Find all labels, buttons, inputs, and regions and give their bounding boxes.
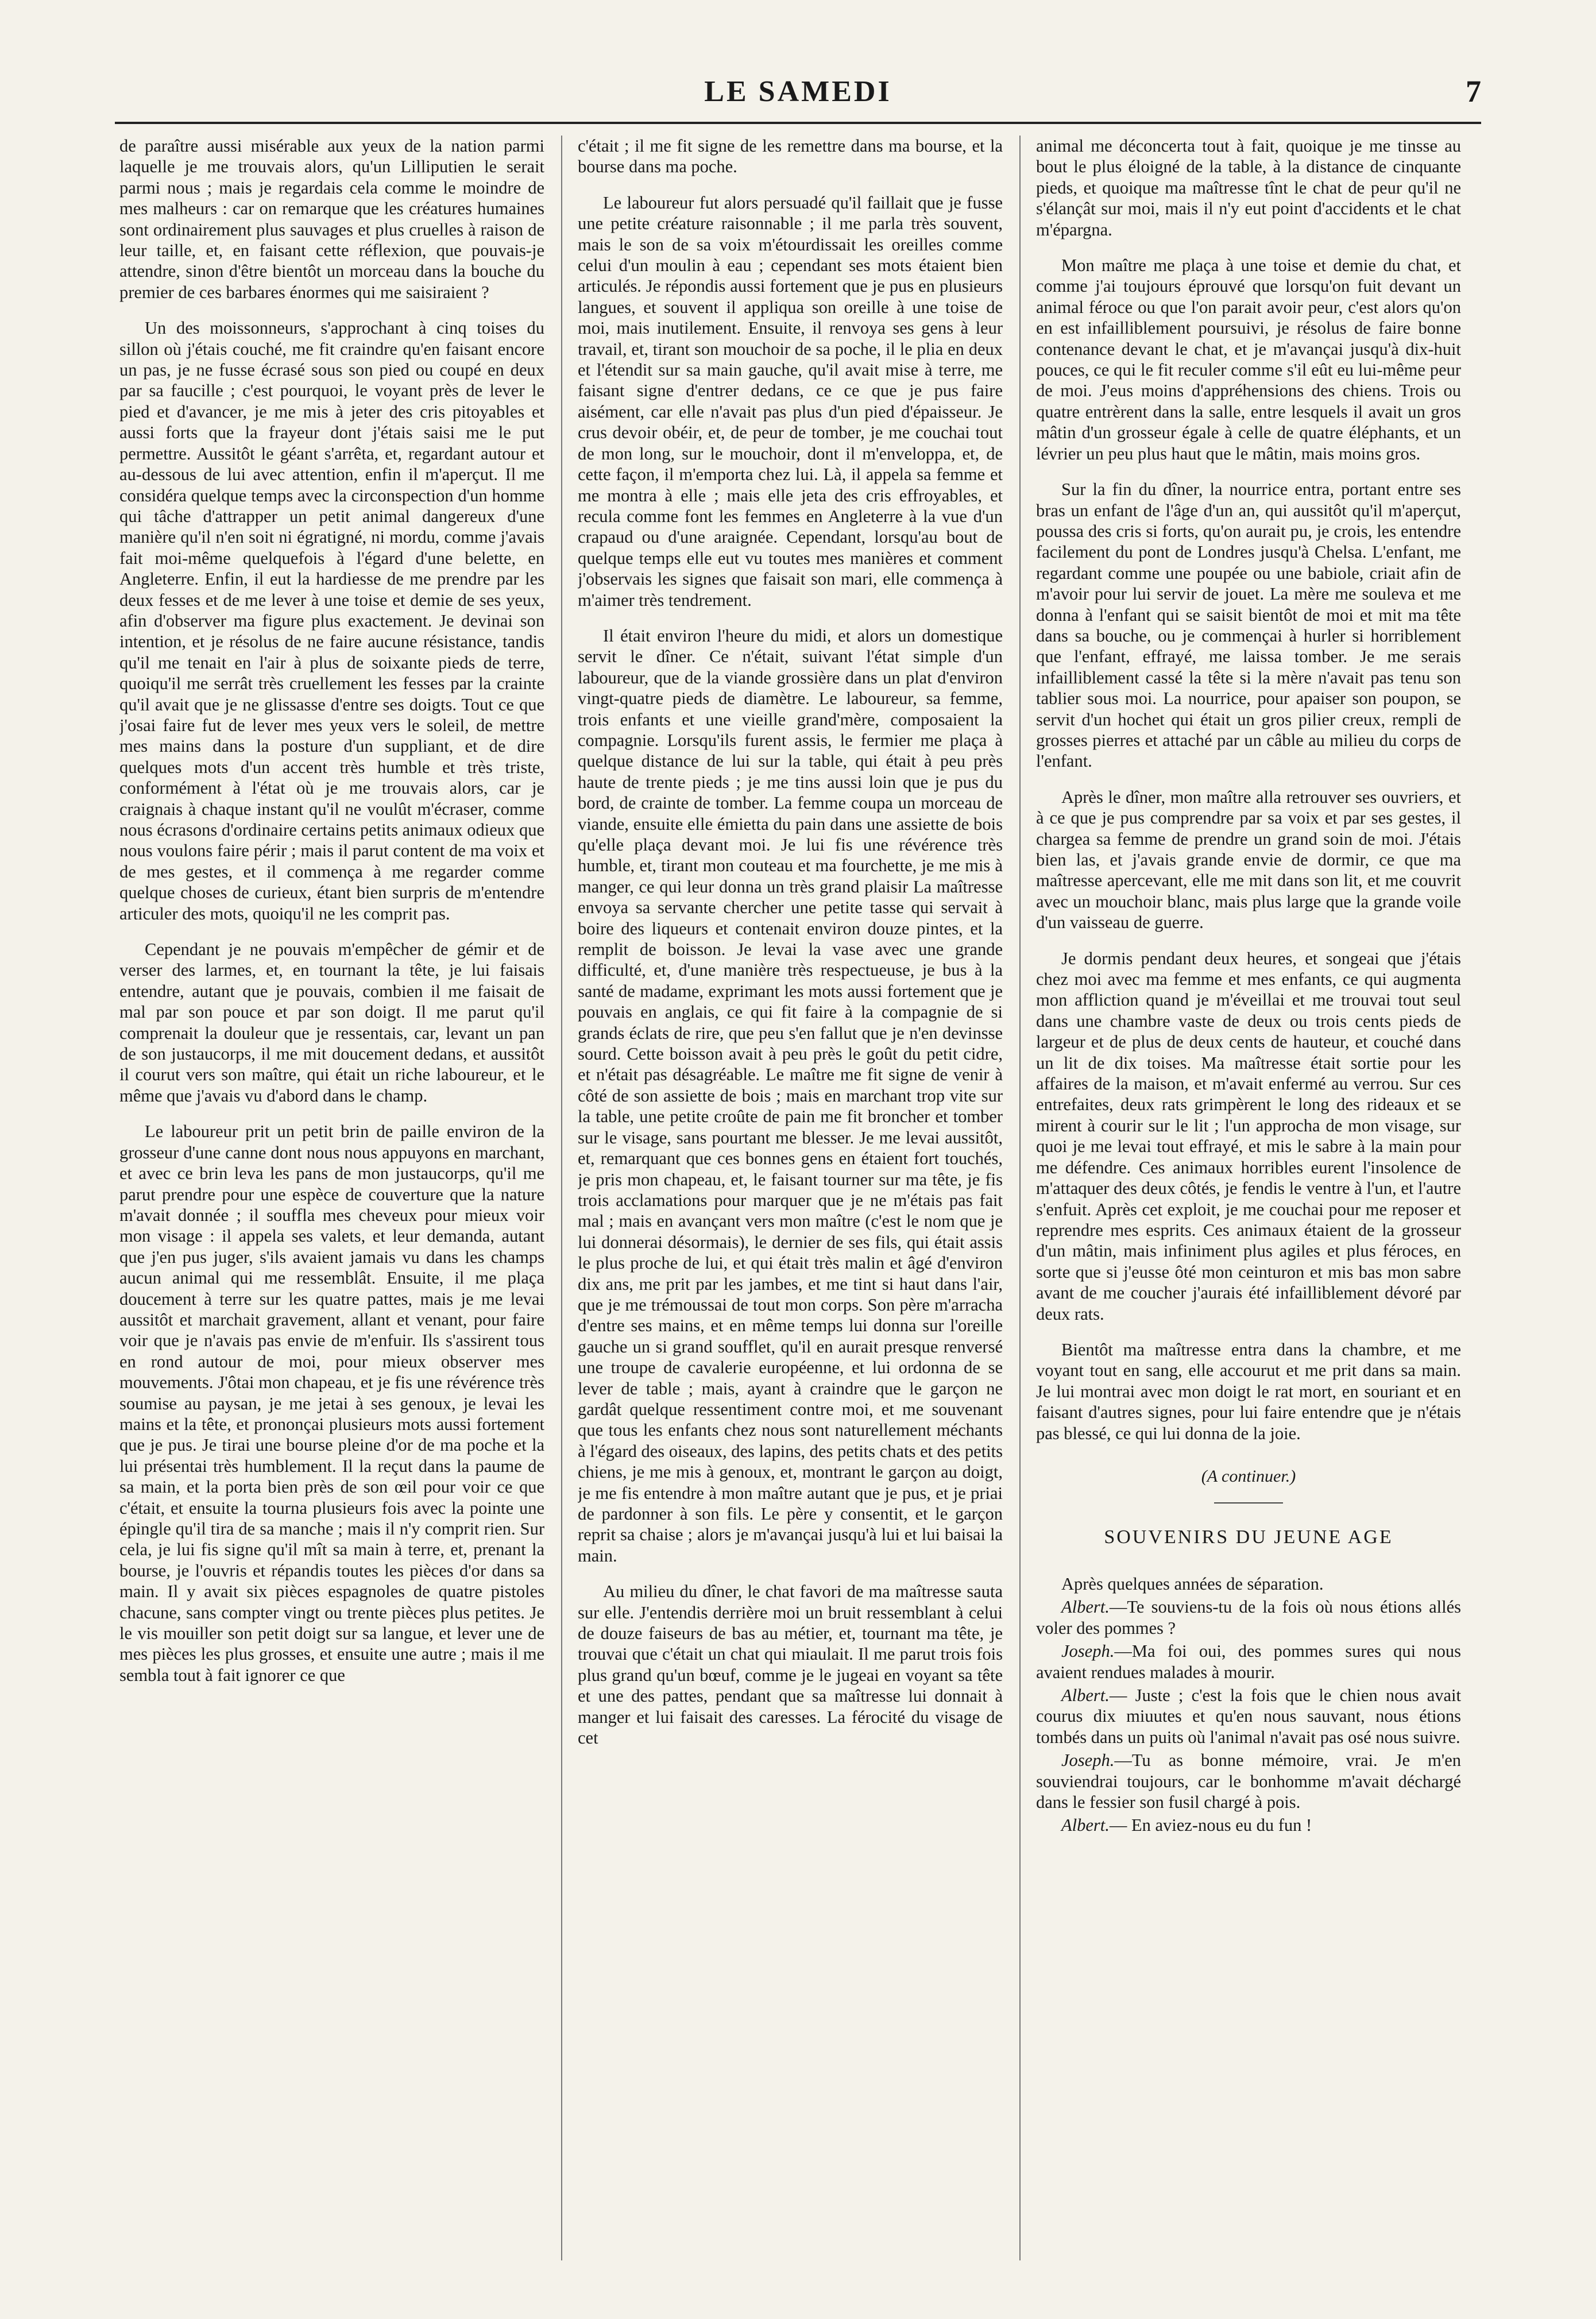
to-be-continued: (A continuer.) (1201, 1466, 1296, 1486)
column-3 (1036, 136, 1461, 2260)
dialogue-text: —Ma foi oui, des pommes sures qui nous avaient rendues malades à mourir. (1036, 1641, 1461, 1682)
dialogue-line (1036, 1750, 1461, 1812)
page-header (115, 68, 1481, 119)
section-intro: Après quelques années de séparation. (1061, 1574, 1324, 1594)
section-divider (1214, 1502, 1283, 1504)
paragraph: Au milieu du dîner, le chat favori de ma maîtresse sauta sur elle. J'entendis derrière moi un bruit ressemblant à celui de douze faiseurs de bas au métier, et, tournant ma tête, je trouvai que c'était un chat qui miaulait. Il me parut trois fois plus grand qu'un bœuf, comme je le jugeai en voyant sa tête et une des pattes, pendant que sa maîtresse lui donnait à manger et lui faisait des caresses. La férocité du visage de cet (578, 1582, 1003, 1748)
speaker: Joseph. (1061, 1750, 1115, 1771)
dialogue-line (1036, 1685, 1461, 1748)
journal-title: LE SAMEDI (704, 75, 892, 108)
dialogue-line (1036, 1597, 1461, 1638)
paragraph: Sur la fin du dîner, la nourrice entra, portant entre ses bras un enfant de l'âge d'un an, qui aussitôt qu'il m'aperçut, poussa des cris si forts, qu'on aurait pu, je crois, les entendre facilement du pont de Londres jusqu'à Chelsa. L'enfant, me regardant comme une poupée ou une babiole, criait afin de m'avoir pour lui servir de jouet. La mère me souleva et me donna à l'enfant qui se saisit bientôt de moi et mit ma tête dans sa bouche, ou je commençai à hurler si horriblement que l'enfant, effrayé, me laissa tomber. Je me serais infailliblement cassé la tête si la mère n'avait pas tenu son tablier sous moi. La nourrice, pour apaiser son poupon, se servit d'un hochet qui était un gros pilier creux, rempli de grosses pierres et attaché par un câble au milieu du corps de l'enfant. (1036, 480, 1461, 771)
paragraph: Le laboureur fut alors persuadé qu'il faillait que je fusse une petite créature raisonnable ; il me parla très souvent, mais le son de sa voix m'étourdissait les oreilles comme celui d'un moulin à eau ; cependant ses mots étaient bien articulés. Je répondis aussi fortement que je pus en plusieurs langues, et souvent il appliqua son oreille à une toise de moi, mais inutilement. Ensuite, il renvoya ses gens à leur travail, et, tirant son mouchoir de sa poche, il le plia en deux et l'étendit sur sa main gauche, qu'il avait mise à terre, me faisant signe d'entrer dedans, ce ce que je pus faire aisément, car elle n'avait pas plus d'un pied d'épaisseur. Je crus devoir obéir, et, de peur de tomber, je me couchai tout de mon long, sur le mouchoir, dont il m'enveloppa, et, de cette façon, il m'emporta chez lui. Là, il appela sa femme et me montra à elle ; mais elle jeta des cris effroyables, et recula comme font les femmes en Angleterre à la vue d'un crapaud ou d'une araignée. Cependant, lorsqu'au bout de quelque temps elle eut vu toutes mes manières et comment j'observais les signes que faisait son mari, elle commença à m'aimer très tendrement. (578, 192, 1003, 610)
dialogue-text: — En aviez-nous eu du fun ! (1109, 1815, 1312, 1835)
dialogue-text: —Tu as bonne mémoire, vrai. Je m'en souviendrai toujours, car le bonhomme m'avait déchargé dans le fessier son fusil chargé à pois. (1036, 1750, 1461, 1812)
dialogue-text: — Juste ; c'est la fois que le chien nous avait courus dix miuutes et qu'en nous sauvant, nous étions tombés dans un puits où l'animal n'avait pas osé nous suivre. (1036, 1686, 1461, 1747)
paragraph: animal me déconcerta tout à fait, quoique je me tinsse au bout le plus éloigné de la table, à la distance de cinquante pieds, et quoique ma maîtresse tînt le chat de peur qu'il ne s'élançât sur moi, mais il n'y eut point d'accidents et le chat m'épargna. (1036, 136, 1461, 239)
dialogue-line (1036, 1641, 1461, 1683)
paragraph: Un des moissonneurs, s'approchant à cinq toises du sillon où j'étais couché, me fit craindre qu'en faisant encore un pas, je ne fusse écrasé sous son pied ou coupé en deux par sa faucille ; c'est pourquoi, le voyant près de lever le pied et d'avancer, je me mis à jeter des cris pitoyables et aussi forts que la frayeur dont j'étais saisi me le put permettre. Aussitôt le géant s'arrêta, et, regardant autour et au-dessous de lui avec attention, enfin il m'aperçut. Il me considéra quelque temps avec la circonspection d'un homme qui tâche d'attrapper un petit animal dangereux d'une manière qu'il n'en soit ni égratigné, ni mordu, comme j'avais fait moi-même quelquefois à l'égard d'une belette, en Angleterre. Enfin, il eut la hardiesse de me prendre par les deux fesses et de me lever à une toise et demie de ses yeux, afin d'observer ma figure plus exactement. Je devinai son intention, et je résolus de ne faire aucune résistance, tandis qu'il me tenait en l'air à plus de soixante pieds de terre, quoiqu'il me serrât très cruellement les fesses par la crainte qu'il avait que je ne glissasse d'entre ses doigts. Tout ce que j'osai faire fut de lever mes yeux vers le soleil, de mettre mes mains dans la posture d'un suppliant, et de dire quelques mots d'un accent très humble et très triste, conformément à l'état où je me trouvais alors, car je craignais à chaque instant qu'il ne voulût m'écraser, comme nous écrasons d'ordinaire certains petits animaux odieux que nous voulons faire périr ; mais il parut content de ma voix et de mes gestes, et il commença à me regarder comme quelque choses de curieux, étant bien surpris de m'entendre articuler des mots, quoiqu'il ne les comprit pas. (119, 318, 544, 923)
paragraph: de paraître aussi misérable aux yeux de la nation parmi laquelle je me trouvais alors, qu'un Lilliputien le serait parmi nous ; mais je regardais cela comme le moindre de mes malheurs : car on remarque que les créatures humaines sont ordinairement plus sauvages et plus cruelles à raison de leur taille, et, en faisant cette réflexion, que pouvais-je attendre, sinon d'être bientôt un morceau dans la bouche du premier de ces barbares énormes qui me saisiraient ? (119, 136, 544, 302)
paragraph: Cependant je ne pouvais m'empêcher de gémir et de verser des larmes, et, en tournant la tête, je lui faisais entendre, autant que je pouvais, combien il me faisait de mal par son pouce et par son doigt. Il me parut qu'il comprenait la douleur que je ressentais, car, levant un pan de son justaucorps, il me mit doucement dedans, et aussitôt il courut vers son maître, qui était un riche laboureur, et le même que j'avais vu d'abord dans le champ. (119, 940, 544, 1106)
speaker: Albert. (1061, 1686, 1110, 1705)
paragraph: Bientôt ma maîtresse entra dans la chambre, et me voyant tout en sang, elle accourut et me prit dans sa main. Je lui montrai avec mon doigt le rat mort, en souriant et en faisant d'autres signes, pour lui faire entendre que je n'étais pas blessé, ce qui lui donna de la joie. (1036, 1339, 1461, 1443)
paragraph: c'était ; il me fit signe de les remettre dans ma bourse, et la bourse dans ma poche. (578, 136, 1003, 177)
dialogue-text: —Te souviens-tu de la fois où nous étions allés voler des pommes ? (1036, 1597, 1461, 1638)
speaker: Joseph. (1061, 1641, 1115, 1661)
speaker: Albert. (1061, 1597, 1110, 1617)
dialogue-line (1036, 1815, 1461, 1835)
header-rule (115, 122, 1481, 124)
paragraph: Le laboureur prit un petit brin de paille environ de la grosseur d'une canne dont nous nous appuyons en marchant, et avec ce brin leva les pans de mon justaucorps, qu'il me parut prendre pour une espèce de couverture que la nature m'avait donnée ; il souffla mes cheveux pour mieux voir mon visage : il appela ses valets, et leur demanda, autant que j'en pus juger, s'ils avaient jamais vu dans les champs aucun animal qui me ressemblât. Ensuite, il me plaça doucement à terre sur les quatre pattes, mais je me levai aussitôt et marchait gravement, allant et venant, pour faire voir que je n'avais pas envie de m'enfuir. Ils s'assirent tous en rond autour de moi, pour mieux observer mes mouvements. J'ôtai mon chapeau, et je fis une révérence très soumise au paysan, je me jetai à ses genoux, je levai les mains et la tête, et prononçai plusieurs mots aussi fortement que je pus. Je tirai une bourse pleine d'or de ma poche et la lui présentai très humblement. Il la reçut dans la paume de sa main, et la porta bien près de son œil pour voir ce que c'était, et ensuite la tourna plusieurs fois avec la pointe une épingle qu'il tira de sa manche ; mais il n'y comprit rien. Sur cela, je lui fis signe qu'il mît sa main à terre, et, prenant la bourse, je l'ouvris et répandis toutes les pièces d'or dans sa main. Il y avait six pièces espagnoles de quatre pistoles chacune, sans compter vingt ou trente pièces plus petites. Je le vis mouiller son petit doigt sur sa langue, et lever une de mes pièces les plus grosses, et ensuite une autre ; mais il me sembla tout à fait ignorer ce que (119, 1122, 544, 1685)
column-1 (119, 136, 544, 2260)
section-title: SOUVENIRS DU JEUNE AGE (1104, 1526, 1393, 1548)
paragraph: Mon maître me plaça à une toise et demie du chat, et comme j'ai toujours éprouvé que lorsqu'on fuit devant un animal féroce ou que l'on parait avoir peur, c'est alors qu'on en est infailliblement poursuivi, je résolus de faire bonne contenance devant le chat, et je m'avançai jusqu'à dix-huit pouces, ce qui le fit reculer comme s'il eût eu lui-même peur de moi. J'eus moins d'appréhensions des chiens. Trois ou quatre entrèrent dans la salle, entre lesquels il avait un gros mâtin d'un grosseur égale à celle de quatre éléphants, et un lévrier un peu plus haut que le mâtin, mais moins gros. (1036, 256, 1461, 463)
paragraph: Je dormis pendant deux heures, et songeai que j'étais chez moi avec ma femme et mes enfants, ce qui augmenta mon affliction quand je m'éveillai et me trouvai tout seul dans une chambre vaste de deux ou trois cents pieds de largeur et de plus de deux cents de hauteur, et couché dans un lit de dix toises. Ma maîtresse était sortie pour les affaires de la maison, et m'avait enfermé au verrou. Sur ces entrefaites, deux rats grimpèrent le long des rideaux et se mirent à courir sur le lit ; l'un approcha de mon visage, sur quoi je me levai tout effrayé, et mis le sabre à la main pour me défendre. Ces animaux horribles eurent l'insolence de m'attaquer des deux côtés, je fendis le ventre à l'un, et l'autre s'enfuit. Après cet exploit, je me couchai pour me reposer et reprendre mes esprits. Ces animaux étaient de la grosseur d'un mâtin, mais infiniment plus agiles et plus féroces, en sorte que si j'eusse ôté mon ceinturon et mis bas mon sabre avant de me coucher j'aurais été infailliblement dévoré par deux rats. (1036, 948, 1461, 1324)
column-2 (578, 136, 1003, 2260)
article-columns (119, 136, 1473, 2260)
paragraph: Après le dîner, mon maître alla retrouver ses ouvriers, et à ce que je pus comprendre par sa voix et par ses gestes, il chargea sa femme de prendre un grand soin de moi. J'étais bien las, et j'avais grande envie de dormir, ce que ma maîtresse apercevant, elle me mit dans son lit, et me couvrit avec un mouchoir blanc, mais plus large que la grande voile d'un vaisseau de guerre. (1036, 787, 1461, 933)
speaker: Albert. (1061, 1815, 1110, 1835)
paragraph: Il était environ l'heure du midi, et alors un domestique servit le dîner. Ce n'était, suivant l'état simple d'un laboureur, que de la viande grossière dans un plat d'environ vingt-quatre pieds de diamètre. Le laboureur, sa femme, trois enfants et une vieille grand'mère, composaient la compagnie. Lorsqu'ils furent assis, le fermier me plaça à quelque distance de lui sur la table, qui était à peu près haute de trente pieds ; je me tins aussi loin que je pus du bord, de crainte de tomber. La femme coupa un morceau de viande, ensuite elle émietta du pain dans une assiette de bois qu'elle plaça devant moi. Je lui fis une révérence très humble, et, tirant mon couteau et ma fourchette, je me mis à manger, ce qui leur donna un très grand plaisir La maîtresse envoya sa servante chercher une petite tasse qui servait à boire des liqueurs et contenait environ douze pintes, et la remplit de boisson. Je levai la vase avec une grande difficulté, et, d'une manière très respectueuse, je bus à la santé de madame, exprimant les mots aussi fortement que je pouvais en anglais, ce qui fit faire à la compagnie de si grands éclats de rire, que peu s'en fallut que je n'en devinsse sourd. Cette boisson avait à peu près le goût du petit cidre, et n'était pas désagréable. Le maître me fit signe de venir à côté de son assiette de bois ; mais en marchant trop vite sur la table, une petite croûte de pain me fit broncher et tomber sur le visage, sans pourtant me blesser. Je me levai aussitôt, et, remarquant que ces bonnes gens en étaient fort touchés, je pris mon chapeau, et, le faisant tourner sur ma tête, je fis trois acclamations pour marquer que je ne m'étais pas fait mal ; mais en avançant vers mon maître (c'est le nom que je lui donnerai désormais), le dernier de ses fils, qui était assis le plus proche de lui, et qui était très malin et âgé d'environ dix ans, me prit par les jambes, et me tint si haut dans l'air, que je me trémoussai de tout mon corps. Son père m'arracha d'entre ses mains, et en même temps lui donna sur l'oreille gauche un si grand soufflet, qu'il en aurait presque renversé une troupe de cavalerie européenne, et lui ordonna de se lever de table ; mais, ayant à craindre que le garçon ne gardât quelque ressentiment contre moi, et me souvenant que tous les enfants chez nous sont naturellement méchants à l'égard des oiseaux, des lapins, des petits chats et des petits chiens, je me mis à genoux, et, montrant le garçon au doigt, je me fis entendre à mon maître autant que je pus, et je priai de pardonner à son fils. Le père y consentit, et le garçon reprit sa chaise ; alors je m'avançai jusqu'à lui et lui baisai la main. (578, 625, 1003, 1566)
page-number: 7 (1466, 74, 1481, 109)
